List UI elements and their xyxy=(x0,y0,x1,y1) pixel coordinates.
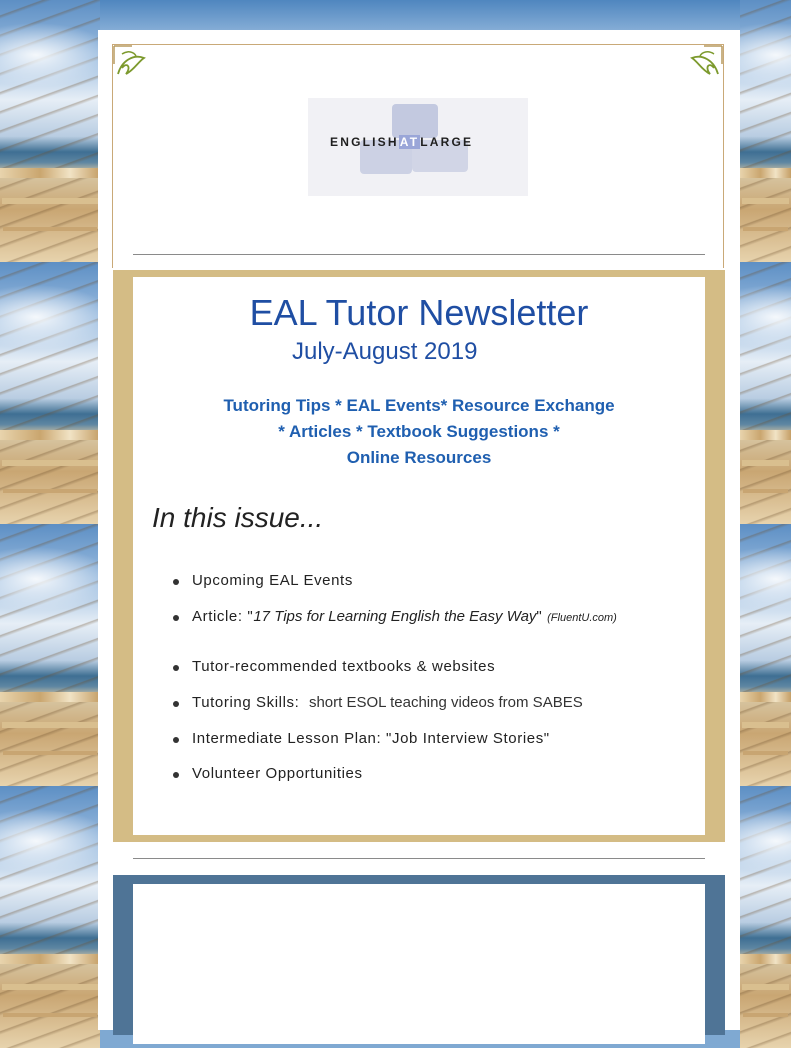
tagline-line: Online Resources xyxy=(346,448,492,467)
corner-ornament-icon xyxy=(684,44,724,84)
beach-background-tile xyxy=(0,524,100,786)
corner-ornament-icon xyxy=(112,44,152,84)
newsletter-date: July-August 2019 xyxy=(292,338,478,365)
divider xyxy=(133,858,705,859)
beach-background-tile xyxy=(0,786,100,1048)
beach-background-tile xyxy=(740,786,791,1048)
beach-background-tile xyxy=(740,0,791,262)
divider xyxy=(133,254,705,255)
newsletter-tagline xyxy=(133,393,705,471)
beach-background-tile xyxy=(0,0,100,262)
newsletter-title: EAL Tutor Newsletter xyxy=(249,292,589,333)
in-this-issue-heading: In this issue... xyxy=(152,502,324,533)
tagline-line: Tutoring Tips * EAL Events* Resource Exchange xyxy=(223,396,615,415)
beach-background-tile xyxy=(740,262,791,524)
tagline-line: * Articles * Textbook Suggestions * xyxy=(278,422,560,441)
english-at-large-logo: ENGLISHATLARGE xyxy=(330,135,474,149)
next-section-panel xyxy=(133,884,705,1044)
beach-background-tile xyxy=(0,262,100,524)
beach-background-tile xyxy=(740,524,791,786)
speech-bubble-icon xyxy=(392,104,438,138)
